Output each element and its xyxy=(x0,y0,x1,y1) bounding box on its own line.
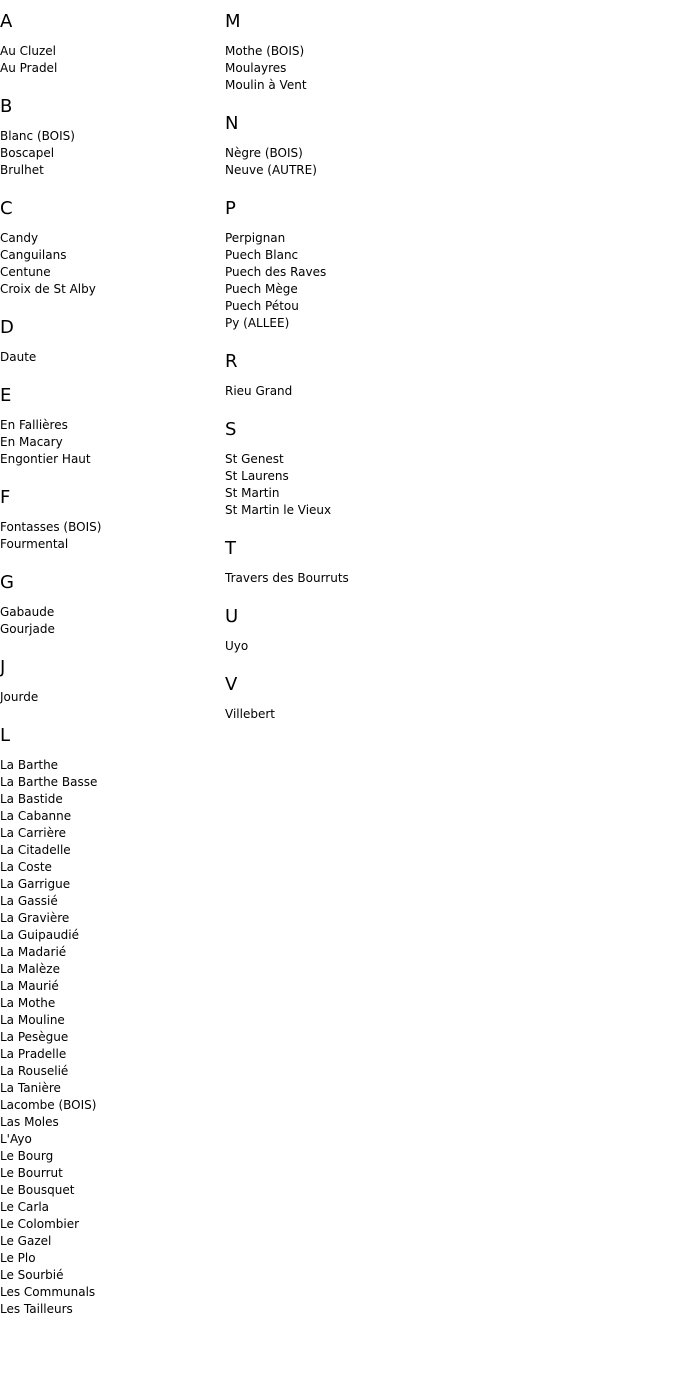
letter-heading: B xyxy=(0,96,13,117)
place-entry-st-martin-le-vieux[interactable]: St Martin le Vieux xyxy=(225,503,332,517)
place-entry-le-plo[interactable]: Le Plo xyxy=(0,1251,36,1265)
letter-group-v xyxy=(225,671,435,723)
place-entry-la-barthe[interactable]: La Barthe xyxy=(0,758,59,772)
letter-group-j xyxy=(0,654,210,706)
place-entry-py-allee[interactable]: Py (ALLEE) xyxy=(225,316,290,330)
letter-heading: R xyxy=(225,351,238,372)
place-entry-au-cluzel[interactable]: Au Cluzel xyxy=(0,44,56,58)
place-entry-st-martin[interactable]: St Martin xyxy=(225,486,280,500)
place-entry-la-maurie[interactable]: La Maurié xyxy=(0,979,59,993)
letter-heading: P xyxy=(225,198,236,219)
place-entry-le-bousquet[interactable]: Le Bousquet xyxy=(0,1183,75,1197)
letter-heading: U xyxy=(225,606,239,627)
place-entry-la-maleze[interactable]: La Malèze xyxy=(0,962,60,976)
place-entry-moulayres[interactable]: Moulayres xyxy=(225,61,287,75)
place-entry-la-garrigue[interactable]: La Garrigue xyxy=(0,877,71,891)
letter-group-b xyxy=(0,93,210,179)
place-entry-lacombe-bois[interactable]: Lacombe (BOIS) xyxy=(0,1098,97,1112)
letter-group-c xyxy=(0,195,210,298)
place-entry-la-barthe-basse[interactable]: La Barthe Basse xyxy=(0,775,98,789)
letter-heading: L xyxy=(0,725,11,746)
place-entry-le-gazel[interactable]: Le Gazel xyxy=(0,1234,52,1248)
place-entry-le-colombier[interactable]: Le Colombier xyxy=(0,1217,80,1231)
place-entry-la-carriere[interactable]: La Carrière xyxy=(0,826,67,840)
place-entry-la-citadelle[interactable]: La Citadelle xyxy=(0,843,71,857)
place-entry-la-cabanne[interactable]: La Cabanne xyxy=(0,809,72,823)
letter-heading: N xyxy=(225,113,239,134)
place-entry-le-bourrut[interactable]: Le Bourrut xyxy=(0,1166,63,1180)
place-entry-puech-des-raves[interactable]: Puech des Raves xyxy=(225,265,327,279)
letter-group-n xyxy=(225,110,435,179)
place-entry-centune[interactable]: Centune xyxy=(0,265,51,279)
place-entry-en-fallieres[interactable]: En Fallières xyxy=(0,418,68,432)
place-entry-le-sourbie[interactable]: Le Sourbié xyxy=(0,1268,64,1282)
letter-group-f xyxy=(0,484,210,553)
place-entry-les-tailleurs[interactable]: Les Tailleurs xyxy=(0,1302,73,1316)
place-entry-la-guipaudie[interactable]: La Guipaudié xyxy=(0,928,80,942)
place-entry-la-mouline[interactable]: La Mouline xyxy=(0,1013,65,1027)
letter-group-m xyxy=(225,8,435,94)
letter-group-t xyxy=(225,535,435,587)
place-entry-neuve-autre[interactable]: Neuve (AUTRE) xyxy=(225,163,317,177)
place-entry-les-communals[interactable]: Les Communals xyxy=(0,1285,96,1299)
place-entry-gourjade[interactable]: Gourjade xyxy=(0,622,55,636)
place-entry-puech-petou[interactable]: Puech Pétou xyxy=(225,299,299,313)
place-entry-mothe-bois[interactable]: Mothe (BOIS) xyxy=(225,44,305,58)
place-entry-canguilans[interactable]: Canguilans xyxy=(0,248,67,262)
place-entry-la-pradelle[interactable]: La Pradelle xyxy=(0,1047,67,1061)
letter-heading: T xyxy=(225,538,236,559)
place-entry-gabaude[interactable]: Gabaude xyxy=(0,605,55,619)
letter-heading: C xyxy=(0,198,13,219)
place-entry-blanc-bois[interactable]: Blanc (BOIS) xyxy=(0,129,75,143)
place-entry-daute[interactable]: Daute xyxy=(0,350,37,364)
letter-heading: F xyxy=(0,487,11,508)
letter-group-l xyxy=(0,722,210,1318)
letter-heading: M xyxy=(225,11,241,32)
place-entry-fourmental[interactable]: Fourmental xyxy=(0,537,69,551)
right-column xyxy=(225,8,435,739)
place-entry-st-laurens[interactable]: St Laurens xyxy=(225,469,289,483)
letter-heading: D xyxy=(0,317,14,338)
place-entry-rieu-grand[interactable]: Rieu Grand xyxy=(225,384,293,398)
letter-heading: V xyxy=(225,674,238,695)
place-entry-la-pesegue[interactable]: La Pesègue xyxy=(0,1030,69,1044)
letter-group-e xyxy=(0,382,210,468)
place-entry-croix-de-st-alby[interactable]: Croix de St Alby xyxy=(0,282,96,296)
letter-group-g xyxy=(0,569,210,638)
place-entry-la-taniere[interactable]: La Tanière xyxy=(0,1081,61,1095)
place-entry-le-carla[interactable]: Le Carla xyxy=(0,1200,50,1214)
place-entry-la-coste[interactable]: La Coste xyxy=(0,860,52,874)
letter-group-u xyxy=(225,603,435,655)
letter-heading: G xyxy=(0,572,14,593)
place-entry-la-madarie[interactable]: La Madarié xyxy=(0,945,67,959)
place-entry-negre-bois[interactable]: Nègre (BOIS) xyxy=(225,146,303,160)
place-entry-moulin-a-vent[interactable]: Moulin à Vent xyxy=(225,78,307,92)
place-entry-st-genest[interactable]: St Genest xyxy=(225,452,284,466)
place-entry-jourde[interactable]: Jourde xyxy=(0,690,39,704)
place-entry-la-mothe[interactable]: La Mothe xyxy=(0,996,56,1010)
place-entry-la-gassie[interactable]: La Gassié xyxy=(0,894,58,908)
place-entry-candy[interactable]: Candy xyxy=(0,231,39,245)
place-entry-en-macary[interactable]: En Macary xyxy=(0,435,63,449)
place-entry-puech-mege[interactable]: Puech Mège xyxy=(225,282,298,296)
letter-group-p xyxy=(225,195,435,332)
letter-heading: J xyxy=(0,657,6,678)
place-entry-boscapel[interactable]: Boscapel xyxy=(0,146,55,160)
place-entry-travers-des-bourruts[interactable]: Travers des Bourruts xyxy=(225,571,349,585)
letter-heading: E xyxy=(0,385,12,406)
place-entry-las-moles[interactable]: Las Moles xyxy=(0,1115,59,1129)
place-entry-fontasses-bois[interactable]: Fontasses (BOIS) xyxy=(0,520,102,534)
place-entry-uyo[interactable]: Uyo xyxy=(225,639,249,653)
place-entry-la-rouselie[interactable]: La Rouselié xyxy=(0,1064,69,1078)
place-entry-brulhet[interactable]: Brulhet xyxy=(0,163,44,177)
place-entry-engontier-haut[interactable]: Engontier Haut xyxy=(0,452,91,466)
place-entry-l-ayo[interactable]: L'Ayo xyxy=(0,1132,32,1146)
left-column xyxy=(0,8,210,1334)
letter-heading: S xyxy=(225,419,237,440)
letter-group-d xyxy=(0,314,210,366)
letter-group-a xyxy=(0,8,210,77)
letter-group-r xyxy=(225,348,435,400)
letter-heading: A xyxy=(0,11,13,32)
letter-group-s xyxy=(225,416,435,519)
place-entry-au-pradel[interactable]: Au Pradel xyxy=(0,61,58,75)
place-entry-perpignan[interactable]: Perpignan xyxy=(225,231,286,245)
place-entry-puech-blanc[interactable]: Puech Blanc xyxy=(225,248,299,262)
place-entry-villebert[interactable]: Villebert xyxy=(225,707,275,721)
place-entry-le-bourg[interactable]: Le Bourg xyxy=(0,1149,54,1163)
place-entry-la-graviere[interactable]: La Gravière xyxy=(0,911,70,925)
place-entry-la-bastide[interactable]: La Bastide xyxy=(0,792,63,806)
